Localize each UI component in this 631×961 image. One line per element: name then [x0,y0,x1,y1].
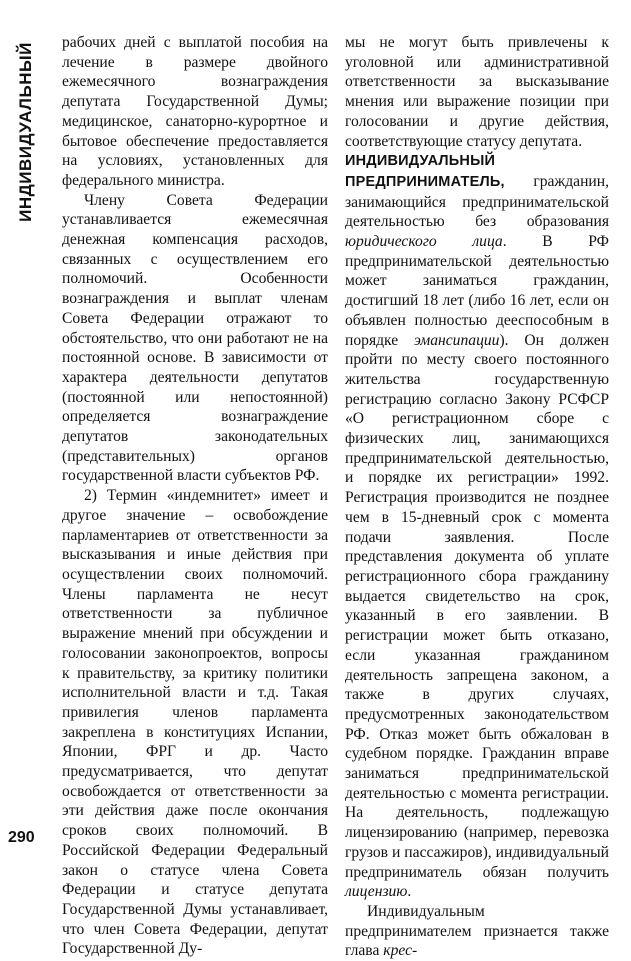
entry-text-3: ). Он должен пройти по месту своего постоянного жительства государственную регистрацию согласно Закону РСФСР «О регистрационном сборе с физических лиц, занимающихся предпринимательской деятельностью, и порядке их регистрации» 1992. Регистрация производится не позднее чем в 15-дневный срок с момента подачи заявления. После представления документа об уплате регистрационного сбора гражданину выдается свидетельство на срок, указанный в его заявлении. В регистрации может быть отказано, если указанная гражданином деятельность запрещена законом, а также в других случаях, предусмотренных законодательством РФ. Отказ может быть обжалован в судебном порядке. Гражданин вправе заниматься предпринимательской деятельностью с момента регистрации. На деятельность, подлежащую лицензированию (например, перевозка грузов и пассажиров), индивидуальный предприниматель обязан получить [345,331,609,881]
paragraph-farm-head [345,902,609,961]
cross-reference-farm: крес- [383,942,418,960]
cross-reference-emancipation: эмансипации [414,331,500,349]
paragraph-federation-council: Члену Совета Федерации устанавливается ежемесячная денежная компенсация расходов, связанных с осуществлением его полномочий. Особенности вознаграждения и выплат членам Совета Федерации отражают то обстоятельство, что они работают не на постоянной основе. В зависимости от характера деятельности депутатов (постоянной или непостоянной) определяется вознаграждение депутатов законодательных (представительных) органов государственной власти субъектов РФ. [62,191,328,485]
paragraph-continuation-right: мы не могут быть привлечены к уголовной или административной ответственности за высказывание мнения или выражение позиции при голосовании и другие действия, соответствующие статусу депутата. [345,34,609,150]
paragraph-continuation: рабочих дней с выплатой пособия на лечение в размере двойного ежемесячного вознаграждения депутата Государственной Думы; медицинское, санаторно-курортное и бытовое обеспечение предоставляется на условиях, установленных для федерального министра. [62,34,328,189]
paragraph-indemnity-meaning: 2) Термин «индемнитет» имеет и другое значение – освобождение парламентариев от ответственности за высказывания и иные действия при осуществлении своих полномочий. Члены парламента не несут ответственности за публичное выражение мнений при обсуждении и голосовании законопроектов, вопросы к правительству, за критику политики исполнительной власти и т.д. Такая привилегия членов парламента закреплена в конституциях Испании, Японии, ФРГ и др. Часто предусматривается, что депутат освобождается от ответственности за эти действия даже после окончания сроков своих полномочий. В Российской Федерации Федеральный закон о статусе члена Совета Федерации и статусе депутата Государственной Думы устанавливает, что член Совета Федерации, депутат Государственной Ду- [62,487,328,958]
running-head [2,30,50,235]
entry-headword: ИНДИВИДУАЛЬНЫЙ ПРЕДПРИНИМАТЕЛЬ, [345,153,505,190]
right-column [345,33,609,960]
left-column [62,33,328,958]
running-head-text: ИНДИВИДУАЛЬНЫЙ [16,42,35,222]
page-number: 290 [8,829,35,846]
cross-reference-license: лицензию [345,883,408,901]
entry-text-1: гражданин, занимающийся предпринимательской деятельностью без образования [345,172,609,231]
cross-reference-legal-entity: юридического лица [345,233,503,251]
entry-text-4: . [407,883,412,901]
dictionary-entry [345,151,609,902]
farm-head-text: Индивидуальным предпринимателем признается также глава [345,902,609,960]
entry-text-2: . В РФ предпринимательской деятельностью может заниматься гражданин, достигший 18 лет (либо 16 лет, если он объявлен полностью дееспособным в порядке [345,233,609,349]
